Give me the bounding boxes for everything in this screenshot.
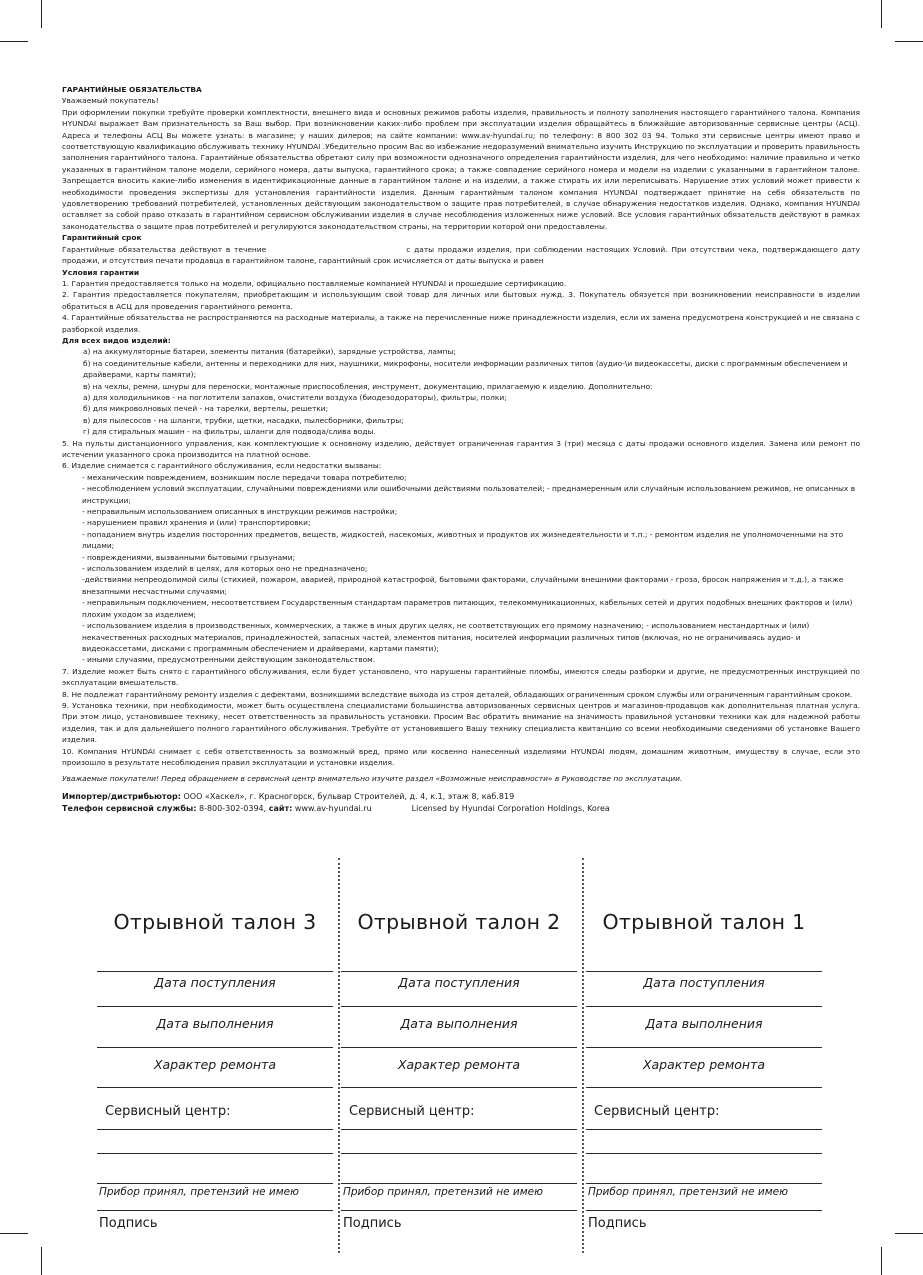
coupon-title: Отрывной талон 2 [357,910,561,934]
crop-mark [881,0,882,28]
condition-5: 5. На пульты дистанционного управления, как комплектующие к основному изделию, действует ограниченная гарантия 3 (три) месяца с даты продажи основного изделия. Замена или ремонт по истечении указанного срока производится на платной основе. [62,438,860,459]
additional-d: г) для стиральных машин - на фильтры, шланги для подвода/слива воды. [83,427,376,437]
warranty-heading: ГАРАНТИЙНЫЕ ОБЯЗАТЕЛЬСТВА [62,85,202,94]
coupon-line [586,1183,822,1184]
tear-off-coupon [586,870,822,1250]
defect-cause: - попаданием внутрь изделия посторонних предметов, веществ, жидкостей, насекомых, животных и продуктов их жизнедеятельности и т.п.; - ремонтом изделия не уполномоченными на это лицами; [82,529,844,551]
defect-cause: - использованием изделий в целях, для которых оно не предназначено; [82,564,368,574]
defect-cause: - нарушением правил хранения и (или) транспортировки; [82,518,311,528]
additional-a: а) для холодильников - на поглотители запахов, очистители воздуха (биодезодораторы), фильтры, полки; [83,392,507,402]
all-products-heading: Для всех видов изделий: [62,335,171,345]
importer-value: ООО «Хаскел», г. Красногорск, бульвар Строителей, д. 4, к.1, этаж 8, каб.819 [183,791,515,801]
coupon-line [97,1153,333,1154]
defect-cause: - иными случаями, предусмотренными действующим законодательством. [82,655,376,665]
condition-4: 4. Гарантийные обязательства не распространяются на расходные материалы, а также на перечисленные ниже принадлежности изделия, если их замена предусмотрена конструкцией и не связана с разборкой изделия. [62,313,860,334]
additional-c: в) для пылесосов - на шланги, трубки, щетки, насадки, пылесборники, фильтры; [83,415,404,425]
coupon-line [341,1006,577,1007]
coupon-line [341,1210,577,1211]
accepted-statement: Прибор принял, претензий не имею [588,1186,788,1198]
all-products-b: б) на соединительные кабели, антенны и переходники для них, наушники, микрофоны, носители информации различных типов (аудио-\и видеокассеты, диски с программным обеспечением и драйверами, карты памяти); [83,358,848,380]
date-received-label: Дата поступления [154,975,276,990]
coupon-line [97,1006,333,1007]
coupon-line [586,1006,822,1007]
coupon-line [97,1087,333,1088]
coupon-title: Отрывной талон 3 [113,910,317,934]
tear-off-coupon [341,870,577,1250]
defect-cause: - механическим повреждением, возникшим после передачи товара потребителю; [82,472,407,482]
date-received-label: Дата поступления [398,975,520,990]
coupon-line [341,1087,577,1088]
coupon-line [97,1047,333,1048]
coupon-line [586,1129,822,1130]
crop-mark [0,41,28,42]
defect-cause: - неправильным использованием описанных в инструкции режимов настройки; [82,507,398,517]
coupon-line [586,1210,822,1211]
condition-6: 6. Изделие снимается с гарантийного обслуживания, если недостатки вызваны: [62,461,382,471]
coupon-line [341,1129,577,1130]
coupon-line [586,1087,822,1088]
crop-mark [895,1233,923,1234]
coupon-line [586,1153,822,1154]
warranty-text [62,84,860,816]
coupon-line [97,1210,333,1211]
crop-mark [41,1247,42,1275]
defect-cause: - повреждениями, вызванными бытовыми грызунами; [82,552,296,562]
accepted-statement: Прибор принял, претензий не имею [343,1186,543,1198]
service-center-label: Сервисный центр: [594,1104,720,1119]
repair-type-label: Характер ремонта [153,1057,277,1072]
condition-9: 9. Установка техники, при необходимости, может быть осуществлена специалистами большинства авторизованных сервисных центров и магазинов-продавцов как дополнительная платная услуга. При этом лицо, установившее технику, несет ответственность за правильность установки. Просим Вас обратить внимание на значимость правильной установки техники как для надежной работы изделия, так и для дальнейшего полного гарантийного обслуживания. Требуйте от установившего Вашу технику специалиста квитанцию со всеми необходимыми сведениями об установке Вашего изделия. [62,700,860,745]
coupon-line [97,1129,333,1130]
condition-2: 2. Гарантия предоставляется покупателям, приобретающим и использующим свой товар для личных или бытовых нужд. 3. Покупатель обязуется при возникновении неисправности в изделии обратиться в АСЦ для проведения гарантийного ремонта. [62,290,860,311]
coupon-line [341,1153,577,1154]
coupon-line [341,1183,577,1184]
term-text-a: Гарантийные обязательства действуют в течение [62,244,267,254]
condition-10: 10. Компания HYUNDAI снимает с себя ответственность за возможный вред, прямо или косвенно нанесенный изделиями HYUNDAI людям, домашним животным, имуществу в случае, если это произошло в результате несоблюдения правил эксплуатации и установки изделия. [62,746,860,767]
crop-mark [41,0,42,28]
signature-label: Подпись [588,1216,647,1231]
intro-paragraph: При оформлении покупки требуйте проверки комплектности, внешнего вида и основных режимов работы изделия, правильность и полноту заполнения настоящего гарантийного талона. Компания HYUNDAI выражает Вам признательность за Ваш выбор. При возникновении каких-либо проблем при эксплуатации изделия обращайтесь в ближайшие авторизованные сервисные центры (АСЦ). Адреса и телефоны АСЦ Вы можете узнать: в магазине; у наших дилеров; на сайте компании: www.av-hyundai.ru; по телефону: 8 800 302 03 94. Только эти сервисные центры имеют право и соответствующую квалификацию обслуживать технику HYUNDAI .Убедительно просим Вас во избежание недоразумений внимательно изучить Инструкцию по эксплуатации и проверить правильность заполнения гарантийного талона. Гарантийные обязательства обретают силу при возможности однозначного определения гарантийности изделия, для чего необходимо: наличие правильно и четко указанных в гарантийном талоне модели, серийного номера, даты выпуска, гарантийного срока; а также совпадение серийного номера и модели на изделии с указанными в гарантийном талоне. Запрещается вносить какие-либо изменения в идентификационные данные в гарантийном талоне и на изделии, а также стирать их или переписывать. Нарушение этих условий может привести к необходимости проведения экспертизы для установления гарантийности изделия. Данным гарантийным талоном компания HYUNDAI подтверждает принятие на себя обязательств по удовлетворению требований потребителей, установленных действующим законодательством о защите прав потребителей, в случае обнаружения недостатков изделия. Однако, компания HYUNDAI оставляет за собой право отказать в гарантийном сервисном обслуживании изделия в случае несоблюдения изложенных ниже условий. Все условия гарантийных обязательств действуют в рамках законодательства о защите прав потребителей и регулируются законодательством страны, на территории которой они предоставлены. [62,107,860,231]
greeting: Уважаемый покупатель! [62,96,159,106]
conditions-heading: Условия гарантии [62,267,140,277]
coupon-line [586,971,822,972]
condition-1: 1. Гарантия предоставляется только на модели, официально поставляемые компанией HYUNDAI и прошедшие сертификацию. [62,278,567,288]
phone-line [62,803,860,816]
phone-value: 8-800-302-0394, [198,804,267,814]
tear-off-coupon [97,870,333,1250]
all-products-c: в) на чехлы, ремни, шнуры для переноски, монтажные приспособления, инструмент, документацию, прилагаемую к изделию. Дополнительно: [83,381,653,391]
customer-note: Уважаемые покупатели! Перед обращением в сервисный центр внимательно изучите раздел «Возможные неисправности» в Руководстве по эксплуатации. [62,774,683,784]
coupon-line [97,1183,333,1184]
cut-line [338,858,340,1253]
defect-cause: - несоблюдением условий эксплуатации, случайными повреждениями или ошибочными действиями пользователей; - преднамеренным или случайным использованием режимов, не описанных в инструкции; [82,484,856,505]
condition-8: 8. Не подлежат гарантийному ремонту изделия с дефектами, возникшими вследствие выхода из строя деталей, обладающих ограниченным сроком службы или ограниченным гарантийным сроком. [62,689,853,699]
coupon-line [341,1047,577,1048]
repair-type-label: Характер ремонта [397,1057,521,1072]
crop-mark [0,1233,28,1234]
condition-7: 7. Изделие может быть снято с гарантийного обслуживания, если будет установлено, что нарушены гарантийные пломбы, имеются следы разборки и другие, не предусмотренных инструкцией по эксплуатации вмешательств. [62,666,860,688]
date-completed-label: Дата выполнения [156,1016,274,1031]
all-products-a: а) на аккумуляторные батареи, элементы питания (батарейки), зарядные устройства, лампы; [83,347,456,357]
crop-mark [895,41,923,42]
term-heading: Гарантийный срок [62,233,142,243]
defect-cause: -действиями непреодолимой силы (стихией, пожаром, аварией, природной катастрофой, бытовыми факторами, случайными внешними факторами - гроза, бросок напряжения и т.д.), а также внезапными несчастными случаями; [82,575,844,596]
date-completed-label: Дата выполнения [645,1016,763,1031]
phone-label: Телефон сервисной службы: [62,804,197,814]
defect-cause: - неправильным подключением, несоответствием Государственным стандартам параметров питающих, телекоммуникационных, кабельных сетей и других подобных внешних факторов и (или) плохим уходом за изделием; [82,598,853,619]
site-label: сайт: [268,804,293,814]
cut-line [582,858,584,1253]
repair-type-label: Характер ремонта [642,1057,766,1072]
accepted-statement: Прибор принял, претензий не имею [99,1186,299,1198]
service-center-label: Сервисный центр: [349,1104,475,1119]
defect-cause: - использованием изделия в производственных, коммерческих, а также в иных других целях, не соответствующих его прямому назначению; - использованием нестандартных и (или) некачественных расходных материалов, принадлежностей, запасных частей, элементов питания, носителей информации различных типов (включая, но не ограничиваясь аудио- и видеокассетами, дисками с программным обеспечением и драйверами, картами памяти); [82,621,810,653]
date-completed-label: Дата выполнения [400,1016,518,1031]
license-text: Licensed by Hyundai Corporation Holdings, Korea [411,804,610,814]
contacts-block [62,791,860,816]
service-center-label: Сервисный центр: [105,1104,231,1119]
coupon-title: Отрывной талон 1 [602,910,806,934]
term-paragraph [62,244,860,267]
site-value: www.av-hyundai.ru [294,804,372,814]
crop-mark [881,1247,882,1275]
coupon-line [341,971,577,972]
additional-b: б) для микроволновых печей - на тарелки, вертелы, решетки; [83,404,329,414]
coupon-line [586,1047,822,1048]
term-text-b: с даты продажи изделия, при соблюдении настоящих Условий. При отсутствии чека, подтверждающего дату продажи, и отсутствия печати продавца в гарантийном талоне, гарантийный срок исчисляется от даты выпуска и равен [62,244,861,266]
signature-label: Подпись [343,1216,402,1231]
coupon-line [97,971,333,972]
signature-label: Подпись [99,1216,158,1231]
date-received-label: Дата поступления [643,975,765,990]
importer-label: Импортер/дистрибьютор: [62,791,181,801]
importer-line [62,791,860,804]
